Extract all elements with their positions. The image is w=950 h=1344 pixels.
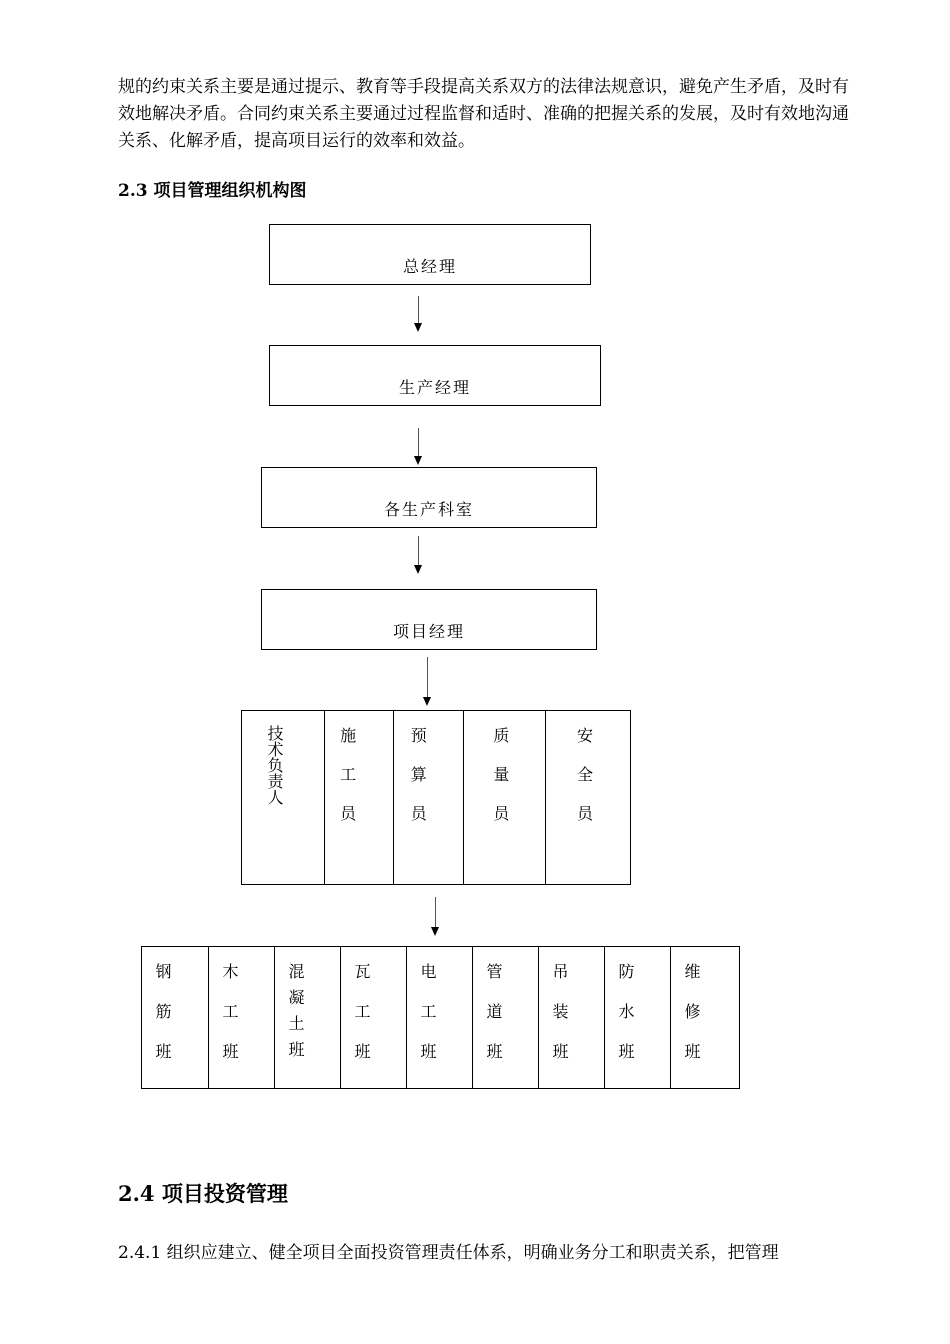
arrow-4 [427,657,428,698]
org-box-project-manager [261,589,597,650]
org-box-production-departments [261,467,597,528]
team-cell-electrical [407,947,473,1088]
team-cell-masonry [341,947,407,1088]
org-label-production-departments: 各生产科室 [383,500,474,519]
org-label-general-manager: 总经理 [402,257,457,276]
team-label-hoisting: 吊装班 [550,963,569,1083]
org-label-production-manager: 生产经理 [398,378,471,397]
section-2-4-1-paragraph: 2.4.1 组织应建立、健全项目全面投资管理责任体系，明确业务分工和职责关系，把管理 [118,1243,779,1263]
intro-paragraph: 规的约束关系主要是通过提示、教育等手段提高关系双方的法律法规意识，避免产生矛盾，及时有效地解决矛盾。合同约束关系主要通过过程监督和适时、准确的把握关系的发展，及时有效地沟通关系、化解矛盾，提高项目运行的效率和效益。 [118,77,849,151]
team-label-concrete: 混凝土班 [286,963,305,1067]
org-box-production-manager [269,345,601,406]
arrow-3 [418,536,419,566]
team-label-waterproofing: 防水班 [616,963,635,1083]
staff-label-construction: 施工员 [337,727,357,844]
arrow-1 [418,296,419,324]
team-cell-hoisting [539,947,605,1088]
team-cell-rebar [142,947,209,1088]
team-label-maintenance: 维修班 [682,963,701,1083]
team-cell-waterproofing [605,947,671,1088]
staff-label-budget: 预算员 [408,727,428,844]
staff-label-quality: 质量员 [490,727,510,844]
staff-cell-technical-lead [242,711,325,884]
org-label-project-manager: 项目经理 [392,622,465,641]
team-cell-concrete [275,947,341,1088]
staff-cell-budget [394,711,464,884]
staff-grid [241,710,631,885]
section-2-3-heading: 2.3 项目管理组织机构图 [118,181,307,201]
team-label-rebar: 钢筋班 [153,963,172,1083]
team-label-piping: 管道班 [484,963,503,1083]
team-cell-piping [473,947,539,1088]
org-box-general-manager [269,224,591,285]
staff-label-safety: 安全员 [574,727,594,844]
team-label-electrical: 电工班 [418,963,437,1083]
teams-grid [141,946,740,1089]
arrow-5 [435,897,436,928]
staff-cell-construction [325,711,395,884]
section-2-4-heading: 2.4 项目投资管理 [118,1181,288,1206]
team-label-masonry: 瓦工班 [352,963,371,1083]
team-cell-maintenance [671,947,738,1088]
staff-cell-safety [546,711,630,884]
team-cell-carpentry [209,947,275,1088]
staff-cell-quality [464,711,547,884]
arrow-2 [418,428,419,457]
staff-label-technical-lead: 技术负责人 [265,725,284,805]
team-label-carpentry: 木工班 [220,963,239,1083]
